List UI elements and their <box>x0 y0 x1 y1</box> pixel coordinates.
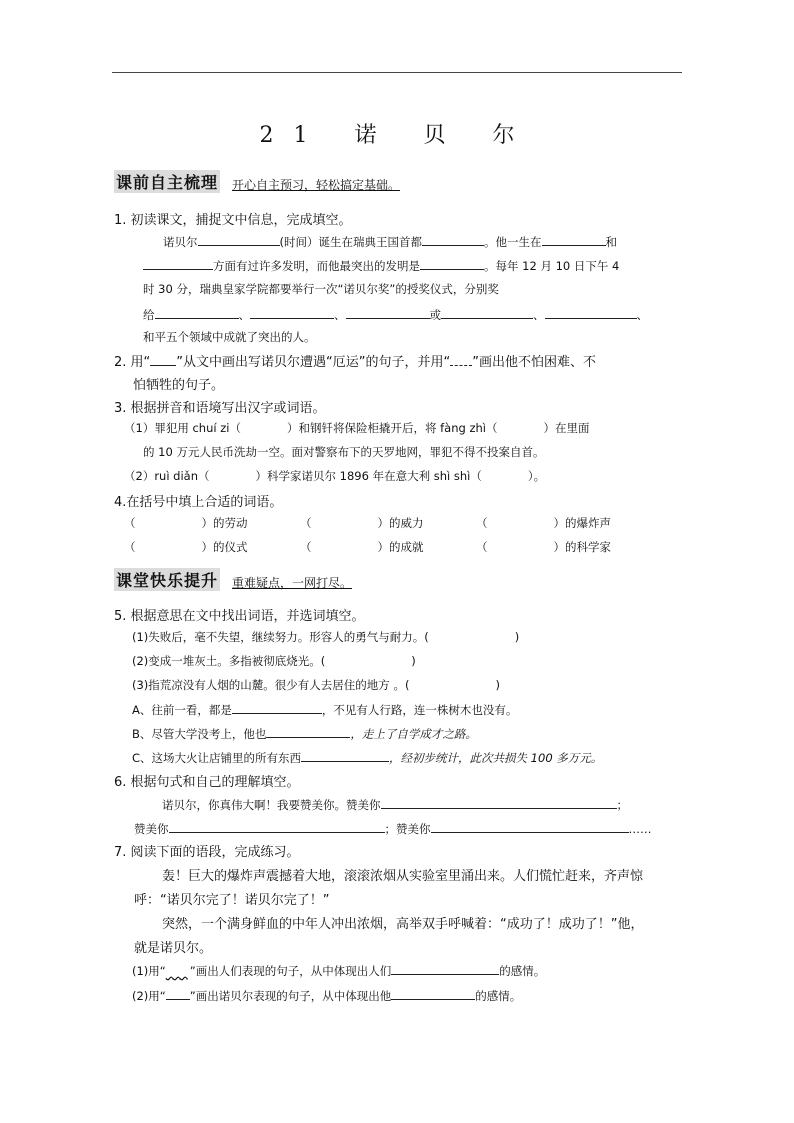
q6-text: ； <box>616 798 628 812</box>
q2-text: 2. 用“ <box>114 355 151 370</box>
answer-blank[interactable] <box>422 233 484 246</box>
q1-text: 。每年 12 月 10 日下午 4 <box>484 259 620 273</box>
q4-text: ）的仪式 <box>201 540 248 554</box>
answer-blank[interactable] <box>545 306 637 319</box>
q1-text: 、 <box>533 308 545 322</box>
answer-blank[interactable] <box>169 820 385 833</box>
header-rule <box>112 72 682 73</box>
answer-blank[interactable] <box>346 306 430 319</box>
q5-text: A、往前一看，都是 <box>132 703 232 717</box>
q4-row2-item2[interactable] <box>300 539 424 555</box>
q6-text: …… <box>628 822 652 836</box>
q1-text: 或 <box>429 308 441 322</box>
q4-row2-item1[interactable] <box>124 539 248 555</box>
q4-text: ）的成就 <box>377 540 424 554</box>
q5-text: C、这场大火让店铺里的所有东西 <box>132 751 302 765</box>
q3-text: （1）罪犯用 chuí zi（ <box>124 421 241 435</box>
q4-text: ）的威力 <box>377 516 424 530</box>
q1-text: 、 <box>238 308 250 322</box>
section-label-preview: 课前自主梳理 <box>114 170 220 193</box>
q1-text: 。他一生在 <box>484 235 542 249</box>
q7-text: (2)用“ <box>132 989 166 1003</box>
q4-heading: 4.在括号中填上合适的词语。 <box>114 495 283 510</box>
q1-text: (时间）诞生在瑞典王国首都 <box>279 235 422 249</box>
q5-heading: 5. 根据意思在文中找出词语，并选词填空。 <box>114 609 365 624</box>
q1-line4 <box>143 306 648 323</box>
q4-text: ）的劳动 <box>201 516 248 530</box>
q5-text: (2)变成一堆灰土。多指被彻底烧光。( <box>132 654 326 668</box>
q7-passage-line3: 突然，一个满身鲜血的中年人冲出浓烟，高举双手呼喊着：“成功了！成功了！”他， <box>162 917 644 932</box>
q4-row1-item3[interactable] <box>476 515 611 531</box>
dotted-line-sample <box>450 353 472 366</box>
q7-text: 的感情。 <box>475 989 522 1003</box>
q6-heading: 6. 根据句式和自己的理解填空。 <box>114 775 300 790</box>
q3-line1 <box>124 420 589 436</box>
q5-B <box>132 725 477 742</box>
q4-row1-item1[interactable] <box>124 515 248 531</box>
q5-text: ，不见有人行路，连一株树木也没有。 <box>321 703 518 717</box>
wavy-line-sample: ​ <box>165 964 188 978</box>
paren-open: （ <box>476 516 488 530</box>
q7-sub2 <box>132 987 521 1004</box>
q4-text: ）的爆炸声 <box>553 516 611 530</box>
paren-close: ) <box>495 678 500 692</box>
q7-heading: 7. 阅读下面的语段，完成练习。 <box>114 845 300 860</box>
q3-line3 <box>124 468 545 484</box>
answer-blank[interactable] <box>198 233 280 246</box>
q1-line2 <box>143 257 619 274</box>
paren-open: （ <box>124 516 136 530</box>
q4-row1-item2[interactable] <box>300 515 424 531</box>
answer-blank[interactable] <box>143 257 213 270</box>
q5-item1 <box>132 629 519 645</box>
q4-text: ）的科学家 <box>553 540 611 554</box>
q3-text: ）在里面 <box>543 421 590 435</box>
line-sample <box>150 353 176 366</box>
q3-text: （2）ruì diǎn（ <box>124 469 210 483</box>
paren-open: （ <box>476 540 488 554</box>
q1-text: 诺贝尔 <box>163 235 198 249</box>
q7-passage-line4: 就是诺贝尔。 <box>134 941 213 956</box>
q3-text: ）和钢钎将保险柜撬开后，将 fàng zhì（ <box>286 421 498 435</box>
answer-blank[interactable] <box>155 306 239 319</box>
q5-text: B、尽管大学没考上，他也 <box>132 727 267 741</box>
paren-open: （ <box>300 540 312 554</box>
answer-blank[interactable] <box>232 701 322 714</box>
q2-text: ”画出他不怕困难、不 <box>472 355 596 370</box>
answer-blank[interactable] <box>381 796 617 809</box>
q7-text: (1)用“ <box>132 964 166 978</box>
q7-text: ”画出人们表现的句子，从中体现出人们 <box>189 964 392 978</box>
q1-heading: 1. 初读课文，捕捉文中信息，完成填空。 <box>114 213 352 228</box>
q4-row2-item3[interactable] <box>476 539 611 555</box>
q1-line3: 时 30 分，瑞典皇家学院都要举行一次“诺贝尔奖”的授奖仪式，分别奖 <box>143 282 499 296</box>
q5-text: ，经初步统计，此次共损失 100 多万元。 <box>389 751 603 765</box>
line-sample <box>166 987 190 1000</box>
q5-C <box>132 749 602 766</box>
q5-item3 <box>132 677 500 693</box>
q7-passage-line2: 呼：“诺贝尔完了！诺贝尔完了！” <box>134 893 330 908</box>
q2-text: ”从文中画出写诺贝尔遭遇“厄运”的句子，并用“ <box>176 355 451 370</box>
paren-close: ) <box>411 654 416 668</box>
q5-text: (1)失败后，毫不失望，继续努力。形容人的勇气与耐力。( <box>132 630 429 644</box>
answer-blank[interactable] <box>266 725 350 738</box>
page-title: 21 诺 贝 尔 <box>259 123 535 148</box>
q7-text: ”画出诺贝尔表现的句子，从中体现出他 <box>189 989 392 1003</box>
q6-text: 诺贝尔，你真伟大啊！我要赞美你。赞美你 <box>162 798 381 812</box>
answer-blank[interactable] <box>420 257 484 270</box>
q5-item2 <box>132 653 416 669</box>
section-sub-class: 重难疑点，一网打尽。 <box>232 576 353 590</box>
q6-text: 赞美你 <box>134 822 169 836</box>
q3-text: ）。 <box>527 469 546 483</box>
answer-blank[interactable] <box>301 749 389 762</box>
paren-open: （ <box>300 516 312 530</box>
answer-blank[interactable] <box>542 233 606 246</box>
answer-blank[interactable] <box>391 962 499 975</box>
q7-sub1 <box>132 962 545 979</box>
q3-heading: 3. 根据拼音和语境写出汉字或词语。 <box>114 401 326 416</box>
q2-line2: 怕牺牲的句子。 <box>133 378 225 393</box>
q1-line1 <box>163 233 617 250</box>
q6-line2 <box>134 820 652 837</box>
section-sub-preview: 开心自主预习，轻松搞定基础。 <box>232 178 401 192</box>
q6-line1 <box>162 796 628 813</box>
paren-open: （ <box>124 540 136 554</box>
section-label-class: 课堂快乐提升 <box>114 568 220 591</box>
q3-text: ）科学家诺贝尔 1896 年在意大利 shì shì（ <box>255 469 482 483</box>
q7-passage-line1: 轰！巨大的爆炸声震撼着大地，滚滚浓烟从实验室里涌出来。人们慌忙赶来，齐声惊 <box>162 869 644 884</box>
answer-blank[interactable] <box>250 306 334 319</box>
q7-text: 的感情。 <box>499 964 546 978</box>
paren-close: ) <box>514 630 520 644</box>
q5-text: ，走上了自学成才之路。 <box>350 727 477 741</box>
q5-text: (3)指荒凉没有人烟的山麓。很少有人去居住的地方 。( <box>132 678 410 692</box>
q2-line1 <box>114 351 596 370</box>
q1-line5: 和平五个领域中成就了突出的人。 <box>143 330 316 344</box>
answer-blank[interactable] <box>431 820 629 833</box>
q1-text: 给 <box>143 308 155 322</box>
q3-line2: 的 10 万元人民币洗劫一空。面对警察布下的天罗地网，罪犯不得不投案自首。 <box>143 445 545 459</box>
q5-A <box>132 701 517 718</box>
answer-blank[interactable] <box>391 987 475 1000</box>
q1-text: 和 <box>605 235 617 249</box>
q1-text: 、 <box>334 308 346 322</box>
q6-text: ；赞美你 <box>384 822 431 836</box>
q1-text: 、 <box>636 308 648 322</box>
q1-text: 方面有过许多发明，而他最突出的发明是 <box>213 259 420 273</box>
answer-blank[interactable] <box>441 306 533 319</box>
